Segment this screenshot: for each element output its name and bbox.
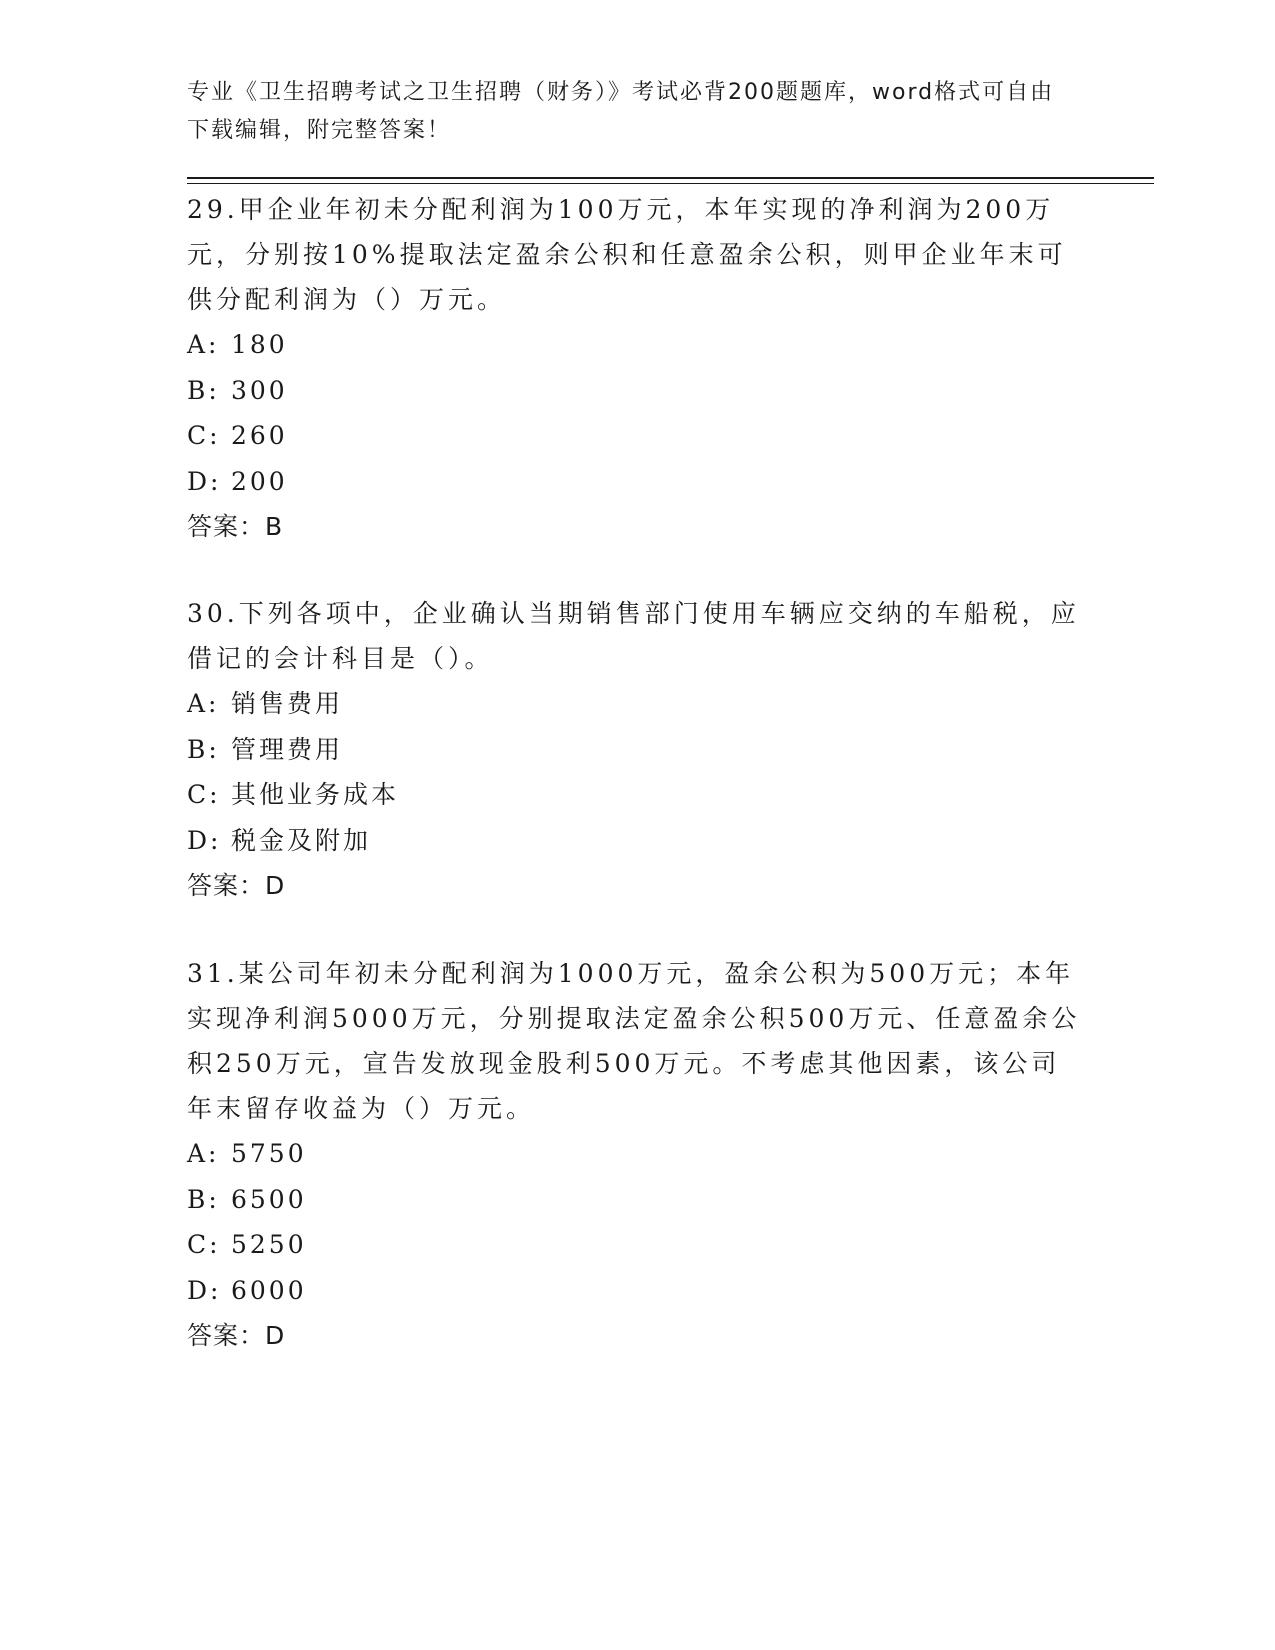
- option-text: 6000: [231, 1275, 307, 1305]
- question-stem: 31.某公司年初未分配利润为1000万元，盈余公积为500万元；本年实现净利润5000万元，分别提取法定盈余公积500万元、任意盈余公积250万元，宣告发放现金股利500万元。不考虑其他因素，该公司年末留存收益为（）万元。: [187, 959, 1081, 1123]
- option-a: [187, 322, 1087, 368]
- option-letter: B:: [187, 734, 220, 764]
- option-text: 5750: [231, 1139, 307, 1168]
- answer-line: 答案：D: [187, 871, 286, 900]
- option-b: [187, 368, 1087, 414]
- option-c: [187, 772, 1087, 818]
- header-divider-thick: [187, 177, 1154, 179]
- document-header: 专业《卫生招聘考试之卫生招聘（财务）》考试必背200题题库，word格式可自由下载编辑，附完整答案！: [187, 80, 1055, 143]
- option-letter: C:: [187, 780, 221, 809]
- option-text: 6500: [231, 1184, 307, 1214]
- question-29: [187, 187, 1087, 550]
- option-b: [187, 1177, 1087, 1223]
- question-31: [187, 951, 1087, 1359]
- option-text: 管理费用: [231, 734, 344, 764]
- question-30: [187, 591, 1087, 909]
- option-text: 销售费用: [231, 689, 344, 718]
- option-letter: A:: [187, 330, 220, 359]
- option-a: [187, 681, 1087, 727]
- option-letter: A:: [187, 1139, 220, 1168]
- answer-line: 答案：B: [187, 512, 284, 541]
- option-a: [187, 1131, 1087, 1177]
- question-stem: 30.下列各项中，企业确认当期销售部门使用车辆应交纳的车船税，应借记的会计科目是（）。: [187, 599, 1080, 673]
- option-text: 260: [231, 421, 288, 450]
- option-text: 税金及附加: [231, 825, 372, 855]
- option-letter: A:: [187, 689, 220, 718]
- option-letter: C:: [187, 1230, 221, 1259]
- option-text: 其他业务成本: [231, 780, 400, 809]
- option-b: [187, 727, 1087, 773]
- option-d: [187, 818, 1087, 864]
- option-d: [187, 1268, 1087, 1314]
- option-text: 300: [231, 375, 288, 405]
- option-letter: C:: [187, 421, 221, 450]
- option-d: [187, 459, 1087, 505]
- header-divider-thin: [187, 183, 1154, 184]
- option-text: 180: [231, 330, 288, 359]
- option-letter: B:: [187, 375, 220, 405]
- option-c: [187, 413, 1087, 459]
- option-text: 5250: [231, 1230, 307, 1259]
- question-stem: 29.甲企业年初未分配利润为100万元，本年实现的净利润为200万元，分别按10%提取法定盈余公积和任意盈余公积，则甲企业年末可供分配利润为（）万元。: [187, 195, 1067, 314]
- option-letter: D:: [187, 466, 222, 496]
- option-letter: D:: [187, 825, 222, 855]
- option-text: 200: [231, 466, 288, 496]
- answer-line: 答案：D: [187, 1321, 286, 1350]
- option-letter: B:: [187, 1184, 220, 1214]
- option-c: [187, 1222, 1087, 1268]
- option-letter: D:: [187, 1275, 222, 1305]
